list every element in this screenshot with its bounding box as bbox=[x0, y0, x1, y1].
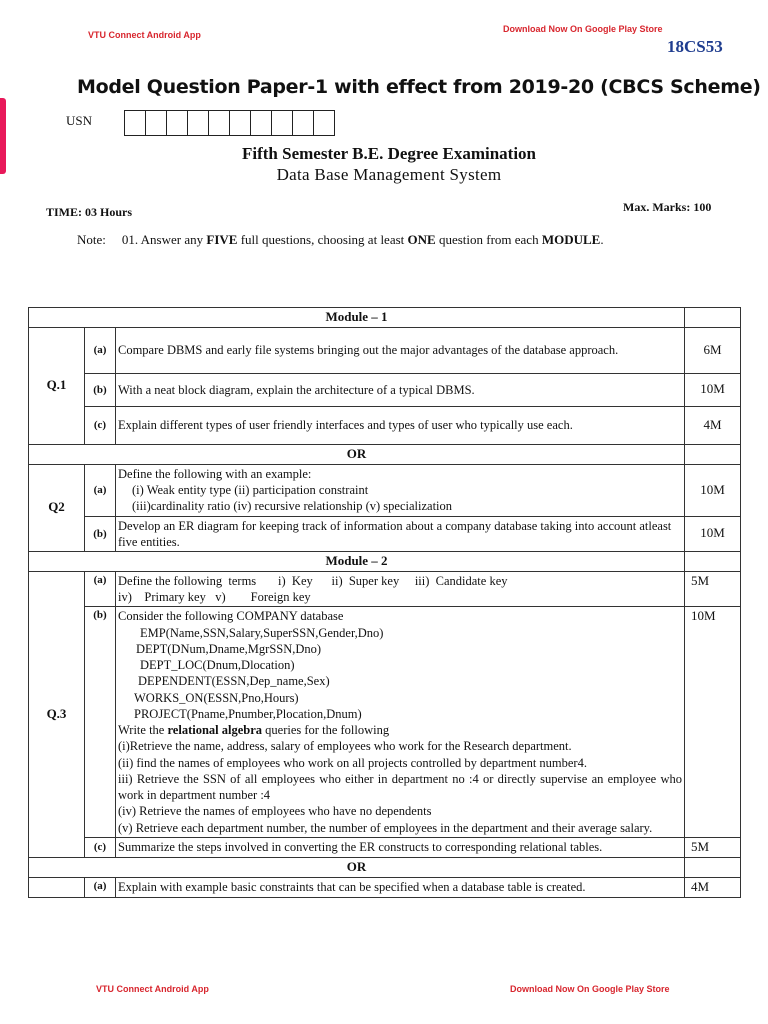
write-bold: relational algebra bbox=[167, 723, 263, 738]
usn-box bbox=[146, 111, 167, 135]
q1b-text: With a neat block diagram, explain the architecture of a typical DBMS. bbox=[116, 373, 685, 406]
q2b-text: Develop an ER diagram for keeping track of information about a company database taking into account atleast five entities. bbox=[116, 516, 685, 552]
usn-box bbox=[272, 111, 293, 135]
module-1-heading: Module – 1 bbox=[29, 308, 685, 328]
question-row bbox=[29, 406, 741, 444]
q1c-text: Explain different types of user friendly interfaces and types of user who typically use each. bbox=[116, 406, 685, 444]
usn-box bbox=[125, 111, 146, 135]
q3a-line2: iv) Primary key v) Foreign key bbox=[118, 590, 311, 605]
question-row bbox=[29, 373, 741, 406]
usn-box bbox=[209, 111, 230, 135]
usn-box bbox=[230, 111, 251, 135]
footer-brand-left: VTU Connect Android App bbox=[96, 984, 209, 994]
q2b-marks: 10M bbox=[685, 516, 741, 552]
q1a-sub: (a) bbox=[85, 327, 116, 373]
schema-works-on: WORKS_ON(ESSN,Pno,Hours) bbox=[134, 690, 299, 705]
or-row bbox=[29, 444, 741, 464]
note-one: ONE bbox=[407, 232, 436, 247]
note-end: . bbox=[600, 232, 604, 247]
q4a-text: Explain with example basic constraints that can be specified when a database table is created. bbox=[116, 877, 685, 897]
write-suffix: queries for the following bbox=[262, 723, 390, 738]
q1a-text: Compare DBMS and early file systems bringing out the major advantages of the database approach. bbox=[116, 327, 685, 373]
subject-title: Data Base Management System bbox=[276, 165, 502, 184]
question-table bbox=[28, 307, 741, 898]
q1a-marks: 6M bbox=[685, 327, 741, 373]
query-2: (ii) find the names of employees who work on all projects controlled by department number4. bbox=[118, 755, 587, 770]
q1c-marks: 4M bbox=[685, 406, 741, 444]
q3a-sub: (a) bbox=[85, 571, 116, 607]
max-marks: Max. Marks: 100 bbox=[623, 200, 712, 214]
q1b-sub: (b) bbox=[85, 373, 116, 406]
question-row bbox=[29, 516, 741, 552]
schema-dept: DEPT(DNum,Dname,MgrSSN,Dno) bbox=[136, 641, 322, 656]
q3b-intro: Consider the following COMPANY database bbox=[118, 609, 344, 624]
module-2-heading: Module – 2 bbox=[29, 552, 685, 572]
usn-label: USN bbox=[66, 113, 93, 128]
usn-box bbox=[293, 111, 314, 135]
q3c-sub: (c) bbox=[85, 837, 116, 857]
q2a-line1: Define the following with an example: bbox=[118, 466, 312, 481]
query-5: (v) Retrieve each department number, the number of employees in the department and their average salary. bbox=[118, 820, 653, 835]
q3-label: Q.3 bbox=[29, 571, 85, 857]
usn-box bbox=[251, 111, 272, 135]
question-row bbox=[29, 464, 741, 516]
instruction-note bbox=[77, 232, 604, 248]
q2a-sub: (a) bbox=[85, 464, 116, 516]
query-3: iii) Retrieve the SSN of all employees who either in department no :4 or directly supervise an employee who work in department number :4 bbox=[118, 771, 682, 803]
course-code: 18CS53 bbox=[667, 37, 723, 56]
note-text-3: question from each bbox=[435, 232, 542, 247]
q1b-marks: 10M bbox=[685, 373, 741, 406]
q3b-sub: (b) bbox=[85, 607, 116, 838]
brand-left-watermark: VTU Connect Android App bbox=[88, 30, 201, 40]
schema-emp: EMP(Name,SSN,Salary,SuperSSN,Gender,Dno) bbox=[140, 625, 384, 640]
schema-dept-loc: DEPT_LOC(Dnum,Dlocation) bbox=[140, 658, 295, 673]
q4a-marks: 4M bbox=[685, 877, 741, 897]
q2a-text bbox=[116, 464, 685, 516]
q1c-sub: (c) bbox=[85, 406, 116, 444]
or-row bbox=[29, 857, 741, 877]
q2b-sub: (b) bbox=[85, 516, 116, 552]
question-row bbox=[29, 327, 741, 373]
q3a-marks: 5M bbox=[685, 571, 741, 607]
q2a-line2: (i) Weak entity type (ii) participation constraint bbox=[132, 483, 369, 498]
brand-right-watermark: Download Now On Google Play Store bbox=[503, 24, 663, 34]
q3c-text: Summarize the steps involved in converting the ER constructs to corresponding relational tables. bbox=[116, 837, 685, 857]
q2a-line3: (iii)cardinality ratio (iv) recursive relationship (v) specialization bbox=[132, 499, 453, 514]
q3b-write-line bbox=[118, 722, 682, 738]
note-label: Note: bbox=[77, 232, 106, 247]
q3a-text bbox=[116, 571, 685, 607]
q1-label: Q.1 bbox=[29, 327, 85, 444]
query-4: (iv) Retrieve the names of employees who have no dependents bbox=[118, 804, 432, 819]
write-prefix: Write the bbox=[118, 723, 168, 738]
question-row bbox=[29, 607, 741, 838]
q2-label: Q2 bbox=[29, 464, 85, 551]
q3c-marks: 5M bbox=[685, 837, 741, 857]
q3b-text bbox=[116, 607, 685, 838]
module-header-row bbox=[29, 552, 741, 572]
q4a-sub: (a) bbox=[85, 877, 116, 897]
usn-box bbox=[188, 111, 209, 135]
exam-title: Fifth Semester B.E. Degree Examination bbox=[242, 144, 536, 163]
schema-project: PROJECT(Pname,Pnumber,Plocation,Dnum) bbox=[134, 706, 362, 721]
or-1: OR bbox=[29, 444, 685, 464]
usn-box bbox=[314, 111, 334, 135]
exam-time: TIME: 03 Hours bbox=[46, 205, 133, 219]
question-row bbox=[29, 877, 741, 897]
usn-box bbox=[167, 111, 188, 135]
schema-dependent: DEPENDENT(ESSN,Dep_name,Sex) bbox=[138, 674, 330, 689]
question-row bbox=[29, 571, 741, 607]
q2a-marks: 10M bbox=[685, 464, 741, 516]
query-1: (i)Retrieve the name, address, salary of employees who work for the Research department. bbox=[118, 739, 572, 754]
usn-box-grid bbox=[124, 110, 335, 136]
paper-title: Model Question Paper-1 with effect from 2019-20 (CBCS Scheme) bbox=[77, 76, 761, 98]
module-header-row bbox=[29, 308, 741, 328]
note-text-2: full questions, choosing at least bbox=[237, 232, 408, 247]
q3b-marks: 10M bbox=[685, 607, 741, 838]
q3a-line1: Define the following terms i) Key ii) Super key iii) Candidate key bbox=[118, 573, 508, 588]
footer-brand-right: Download Now On Google Play Store bbox=[510, 984, 670, 994]
question-row bbox=[29, 837, 741, 857]
note-five: FIVE bbox=[206, 232, 238, 247]
or-2: OR bbox=[29, 857, 685, 877]
note-module: MODULE bbox=[541, 232, 601, 247]
note-text-1: 01. Answer any bbox=[121, 232, 207, 247]
